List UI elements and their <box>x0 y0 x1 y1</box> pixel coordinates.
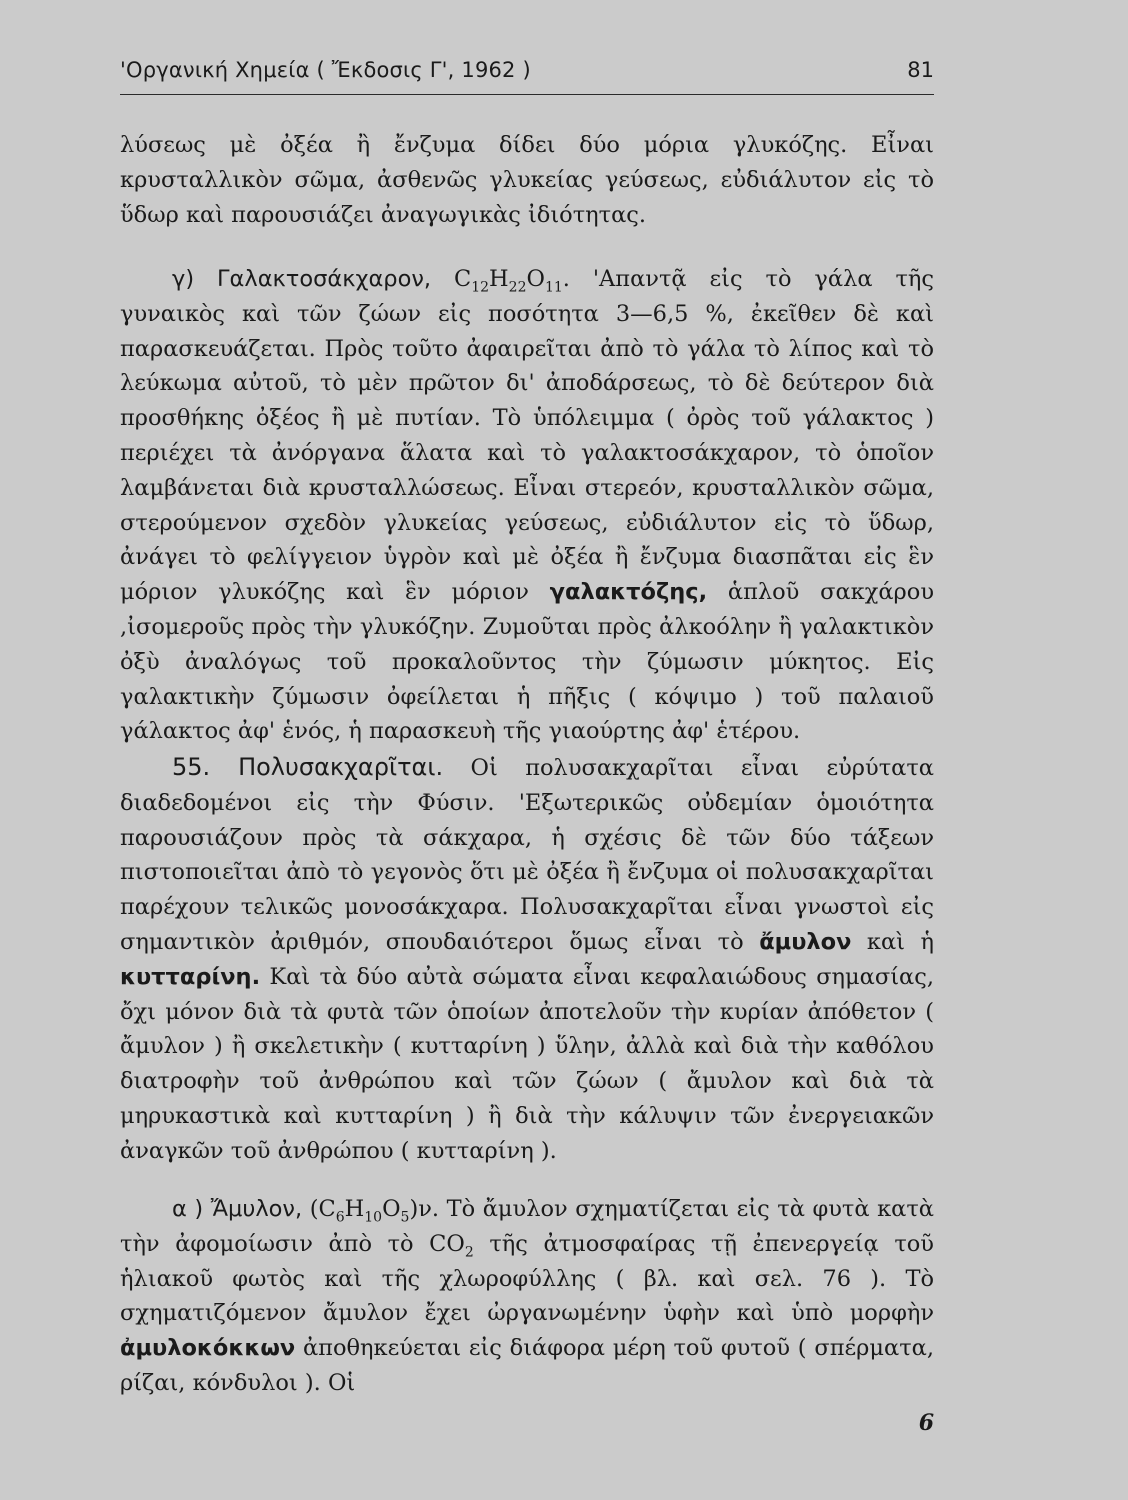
page-number: 81 <box>907 58 934 82</box>
text-run: . 'Απαντᾷ εἰς τὸ γάλα τῆς γυναικὸς καὶ τῶν ζώων εἰς ποσότητα 3—6,5 %, ἐκεῖθεν δὲ καὶ παρασκευάζεται. Πρὸς τοῦτο ἀφαιρεῖται ἀπὸ τὸ γάλα τὸ λίπος καὶ τὸ λεύκωμα αὐτοῦ, τὸ μὲν πρῶτον δι' ἀποδάρσεως, τὸ δὲ δεύτερον διὰ προσθήκης ὀξέος ἢ μὲ πυτίαν. Τὸ ὑπόλειμμα ( ὀρὸς τοῦ γάλακτος ) περιέχει τὰ ἀνόργανα ἅλατα καὶ τὸ γαλακτοσάκχαρον, τὸ ὁποῖον λαμβάνεται διὰ κρυσταλλώσεως. Εἶναι στερεόν, κρυσταλλικὸν σῶμα, στερούμενον σχεδὸν γλυκείας γεύσεως, εὐδιάλυτον εἰς τὸ ὕδωρ, ἀνάγει τὸ φελίγγειον ὑγρὸν καὶ μὲ ὀξέα ἢ ἔνζυμα διασπᾶται εἰς ἓν μόριον γλυκόζης καὶ ἓν μόριον <box>120 266 934 606</box>
text-run: Τὸ ἄμυλον σχηματίζεται εἰς τὰ φυτὰ κατὰ τὴν ἀφομοίωσιν ἀπὸ τὸ <box>120 1196 934 1257</box>
text-run: Καὶ τὰ δύο αὐτὰ σώματα εἶναι κεφαλαιώδους σημασίας, ὄχι μόνον διὰ τὰ φυτὰ τῶν ὁποίων ἀποτελοῦν τὴν κυρίαν ἀπόθετον ( ἄμυλον ) ἢ σκελετικὴν ( κυτταρίνη ) ὕλην, ἀλλὰ καὶ διὰ τὴν καθόλου διατροφὴν τοῦ ἀνθρώπου καὶ τῶν ζώων ( ἄμυλον καὶ διὰ τὰ μηρυκαστικὰ καὶ κυτταρίνη ) ἢ διὰ τὴν κάλυψιν τῶν ἐνεργειακῶν ἀναγκῶν τοῦ ἀνθρώπου ( κυτταρίνη ). <box>120 963 934 1164</box>
formula-co2: $CO_2$ <box>429 1230 474 1261</box>
text-run: καὶ ἡ <box>851 928 934 955</box>
bold-term: κυτταρίνη. <box>120 963 261 990</box>
section-55 <box>120 750 934 1169</box>
formula-lactose: $C_{12}H_{22}O_{11}$ <box>453 266 563 296</box>
text-run: τῆς ἀτμοσφαίρας τῇ ἐπενεργείᾳ τοῦ ἡλιακοῦ φωτὸς καὶ τῆς χλωροφύλλης ( βλ. καὶ σελ. 76 ). Τὸ σχηματιζόμενον ἄμυλον ἔχει ὠργανωμένην ὑφὴν καὶ ὑπὸ μορφὴν <box>120 1230 934 1327</box>
printer-signature: 6 <box>918 1410 934 1436</box>
bold-term: ἄμυλον <box>759 928 852 955</box>
paragraph-lactose <box>120 262 934 749</box>
text-run: ἁπλοῦ σακχάρου ,ἰσομεροῦς πρὸς τὴν γλυκόζην. Ζυμοῦται πρὸς ἀλκοόλην ἢ γαλακτικὸν ὀξὺ ἀναλόγως τοῦ προκαλοῦντος τὴν ζύμωσιν μύκητος. Εἰς γαλακτικὴν ζύμωσιν ὀφείλεται ἡ πῆξις ( κόψιμο ) τοῦ παλαιοῦ γάλακτος ἀφ' ἑνός, ἡ παρασκευὴ τῆς γιαούρτης ἀφ' ἑτέρου. <box>120 579 934 745</box>
paragraph-text: λύσεως μὲ ὀξέα ἢ ἔνζυμα δίδει δύο μόρια γλυκόζης. Εἶναι κρυσταλλικὸν σῶμα, ἀσθενῶς γλυκείας γεύσεως, εὐδιάλυτον εἰς τὸ ὕδωρ καὶ παρουσιάζει ἀναγωγικὰς ἰδιότητας. <box>120 132 934 228</box>
formula-starch: $(C_6H_{10}O_5)\nu$. <box>309 1196 440 1226</box>
text-run: Οἱ πολυσακχαρῖται εἶναι εὐρύτατα διαδεδομένοι εἰς τὴν Φύσιν. 'Εξωτερικῶς οὐδεμίαν ὁμοιότητα παρουσιάζουν πρὸς τὰ σάκχαρα, ἡ σχέσις δὲ τῶν δύο τάξεων πιστοποιεῖται ἀπὸ τὸ γεγονὸς ὅτι μὲ ὀξέα ἢ ἔνζυμα οἱ πολυσακχαρῖται παρέχουν τελικῶς μονοσάκχαρα. Πολυσακχαρῖται εἶναι γνωστοὶ εἰς σημαντικὸν ἀριθμόν, σπουδαιότεροι ὅμως εἶναι τὸ <box>120 755 934 955</box>
bold-term: ἀμυλοκόκκων <box>120 1335 296 1362</box>
running-header <box>120 58 934 95</box>
paragraph-text <box>120 262 934 749</box>
header-title: 'Οργανική Χημεία ( Ἔκδοσις Γ', 1962 ) <box>120 58 531 82</box>
paragraph-continuation <box>120 128 934 232</box>
subsection-lead: γ) Γαλακτοσάκχαρον, <box>172 266 454 292</box>
paragraph-starch <box>120 1192 934 1401</box>
paragraph-text <box>120 1192 934 1401</box>
bold-term: γαλακτόζης, <box>549 579 708 606</box>
paragraph-text <box>120 750 934 1169</box>
text-run: ἀποθηκεύεται εἰς διάφορα μέρη τοῦ φυτοῦ ( σπέρματα, ρίζαι, κόνδυλοι ). Οἱ <box>120 1335 934 1396</box>
subsection-lead: α ) Ἄμυλον, <box>172 1196 310 1222</box>
section-heading: 55. Πολυσακχαρῖται. <box>172 753 444 781</box>
